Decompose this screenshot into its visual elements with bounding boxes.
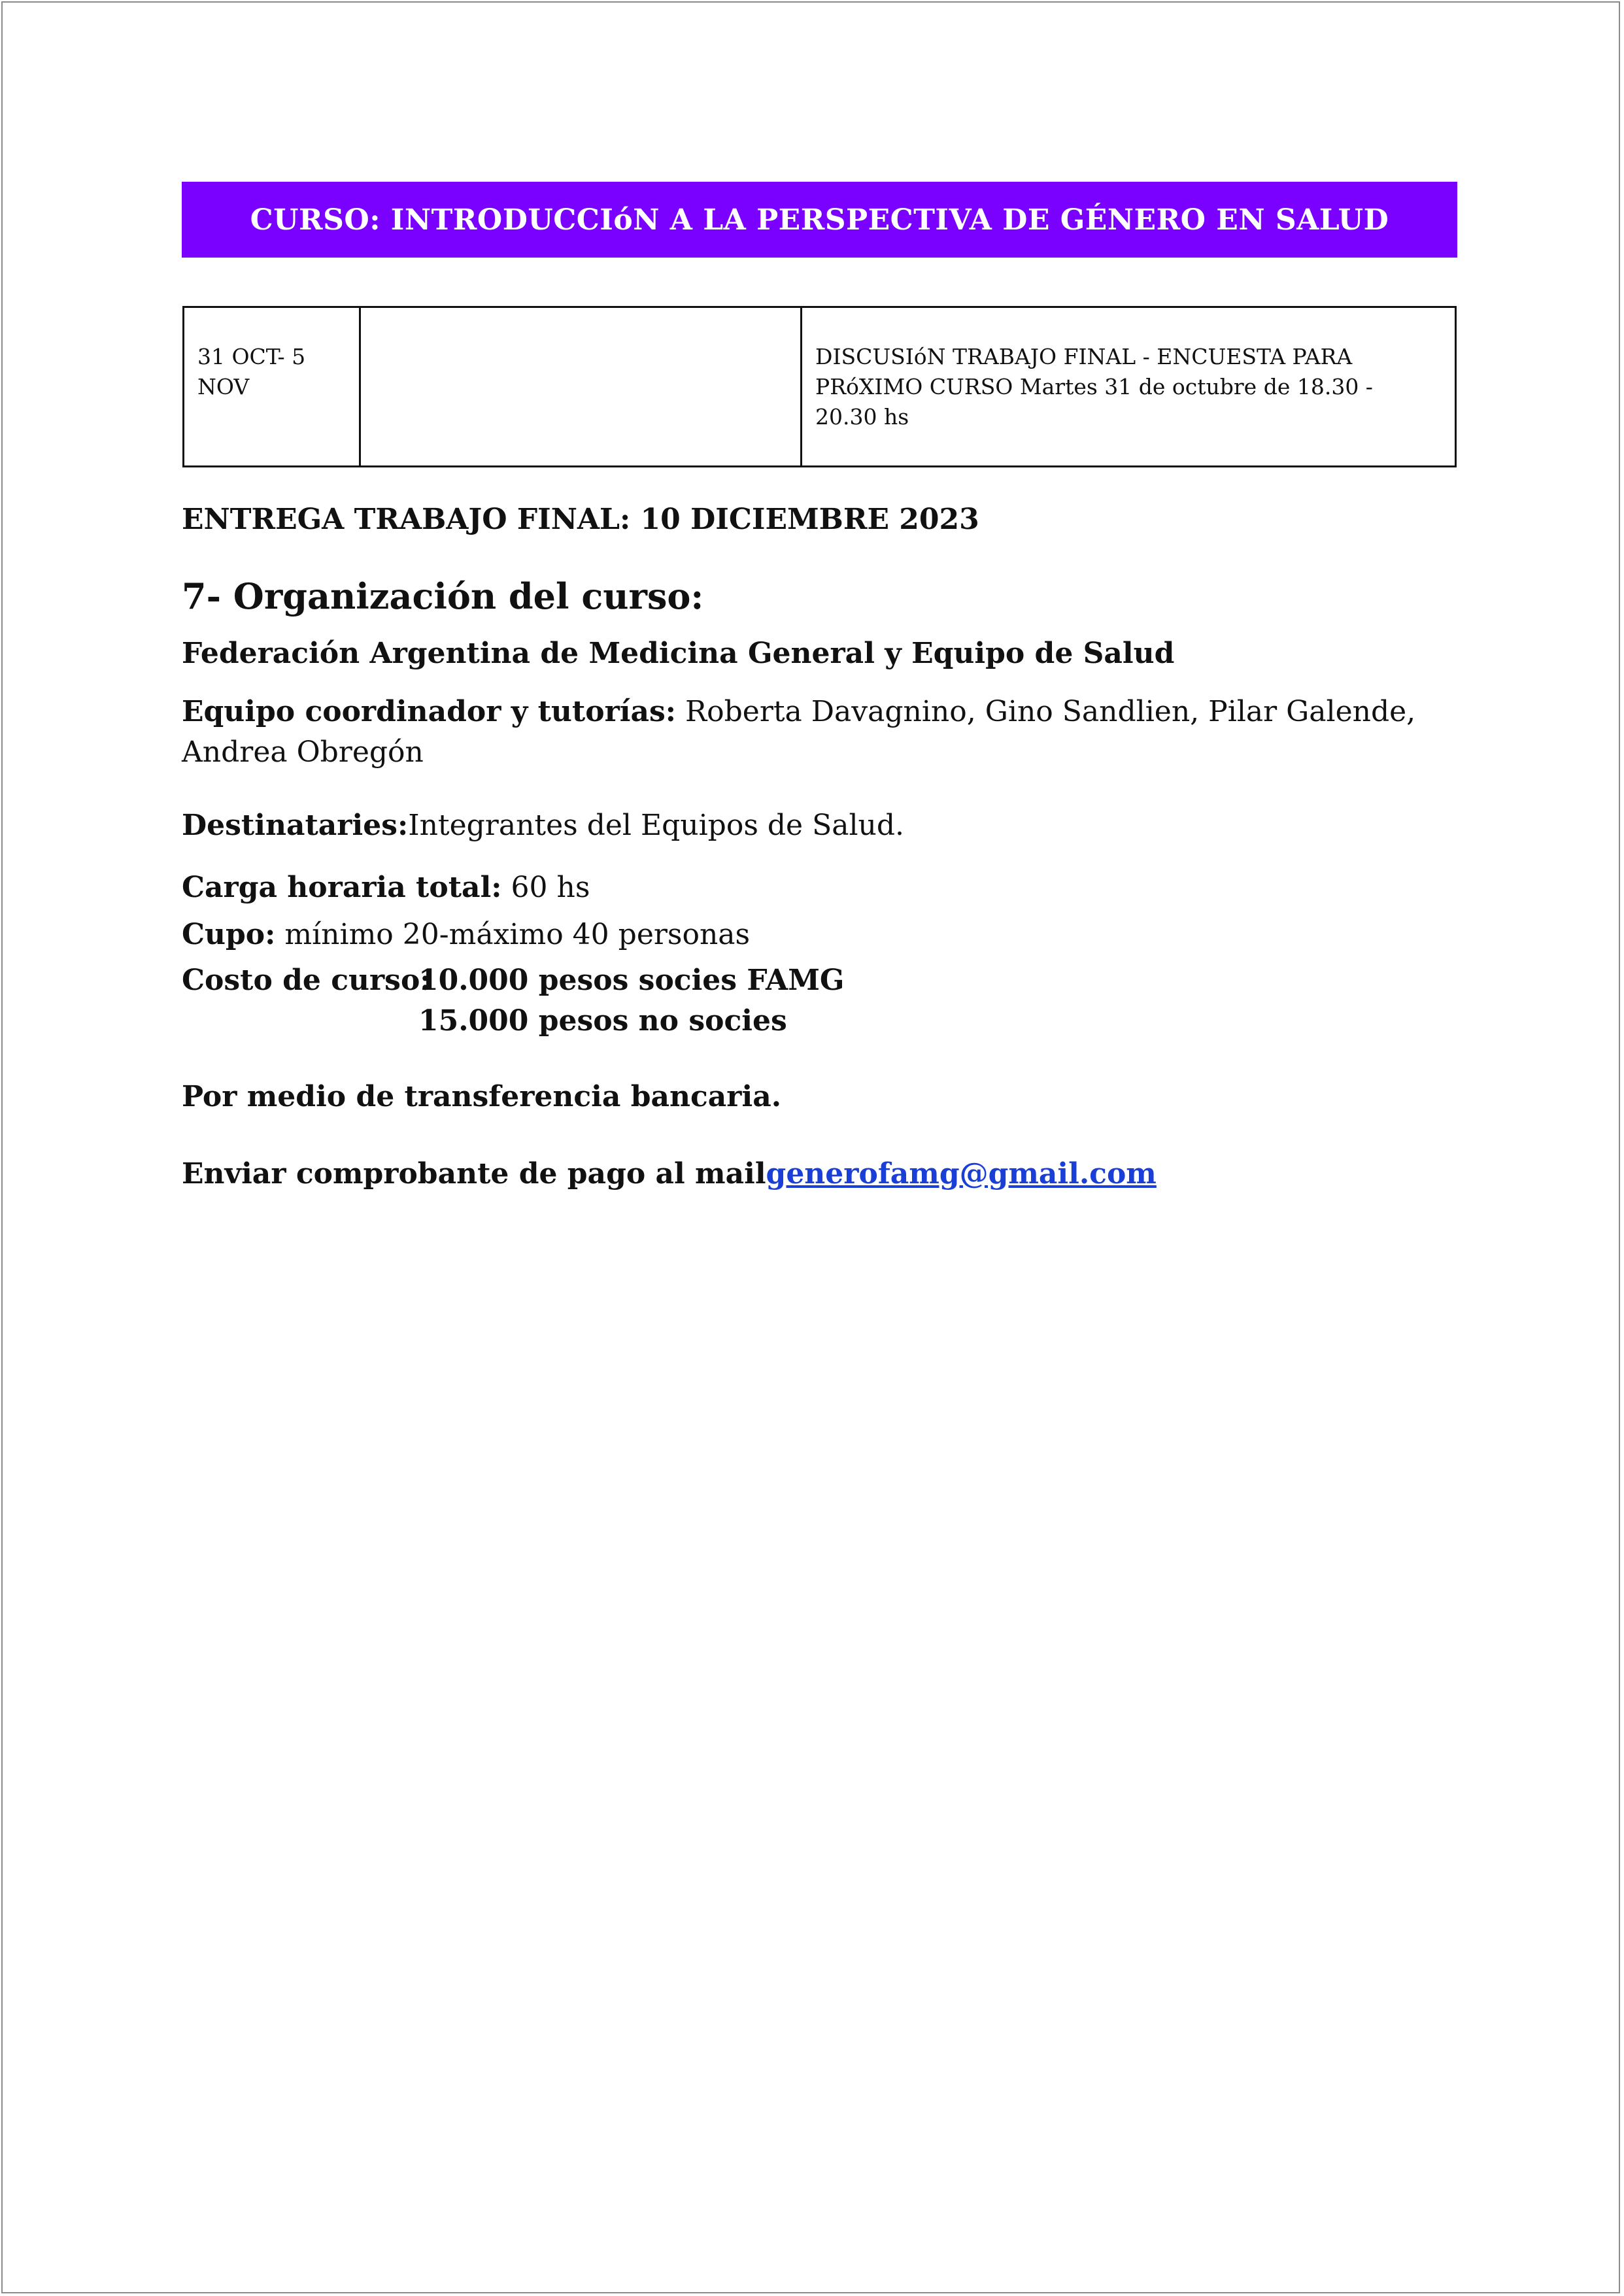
quota-label: Cupo:	[182, 918, 276, 951]
schedule-topic-cell	[361, 308, 802, 465]
federation-name: Federación Argentina de Medicina General y Equipo de Salud	[182, 637, 1175, 670]
recipients	[182, 806, 904, 845]
quota-value: mínimo 20-máximo 40 personas	[284, 918, 751, 951]
hours-value: 60 hs	[511, 871, 590, 904]
cost-members: 10.000 pesos socies FAMG	[418, 964, 845, 997]
receipt-text: Enviar comprobante de pago al mail	[182, 1157, 766, 1190]
schedule-activity-cell: DISCUSIóN TRABAJO FINAL - ENCUESTA PARA PRóXIMO CURSO Martes 31 de octubre de 18.30 - 20.30 hs	[815, 344, 1373, 430]
total-hours	[182, 868, 590, 907]
course-cost-non-members	[182, 1002, 787, 1041]
team-label: Equipo coordinador y tutorías:	[182, 695, 676, 728]
section-heading: 7- Organización del curso:	[182, 575, 704, 617]
hours-label: Carga horaria total:	[182, 871, 502, 904]
course-title: CURSO: INTRODUCCIóN A LA PERSPECTIVA DE GÉNERO EN SALUD	[250, 203, 1389, 237]
recipients-label: Destinataries:	[182, 809, 409, 842]
schedule-date-cell: 31 OCT- 5 NOV	[184, 308, 361, 465]
final-deadline: ENTREGA TRABAJO FINAL: 10 DICIEMBRE 2023	[182, 503, 979, 536]
schedule-table	[182, 306, 1457, 467]
course-title-banner	[182, 182, 1457, 258]
team-members: Roberta Davagnino, Gino Sandlien, Pilar Galende, Andrea Obregón	[182, 695, 1416, 769]
recipients-value: Integrantes del Equipos de Salud.	[408, 809, 905, 842]
course-cost	[182, 961, 844, 1000]
payment-method: Por medio de transferencia bancaria.	[182, 1080, 782, 1113]
coordination-team	[182, 692, 1457, 773]
cost-non-members: 15.000 pesos no socies	[418, 1004, 787, 1038]
cost-label: Costo de curso:	[182, 964, 431, 997]
payment-receipt	[182, 1155, 1157, 1194]
email-link[interactable]: generofamg@gmail.com	[766, 1157, 1157, 1190]
quota	[182, 915, 750, 954]
